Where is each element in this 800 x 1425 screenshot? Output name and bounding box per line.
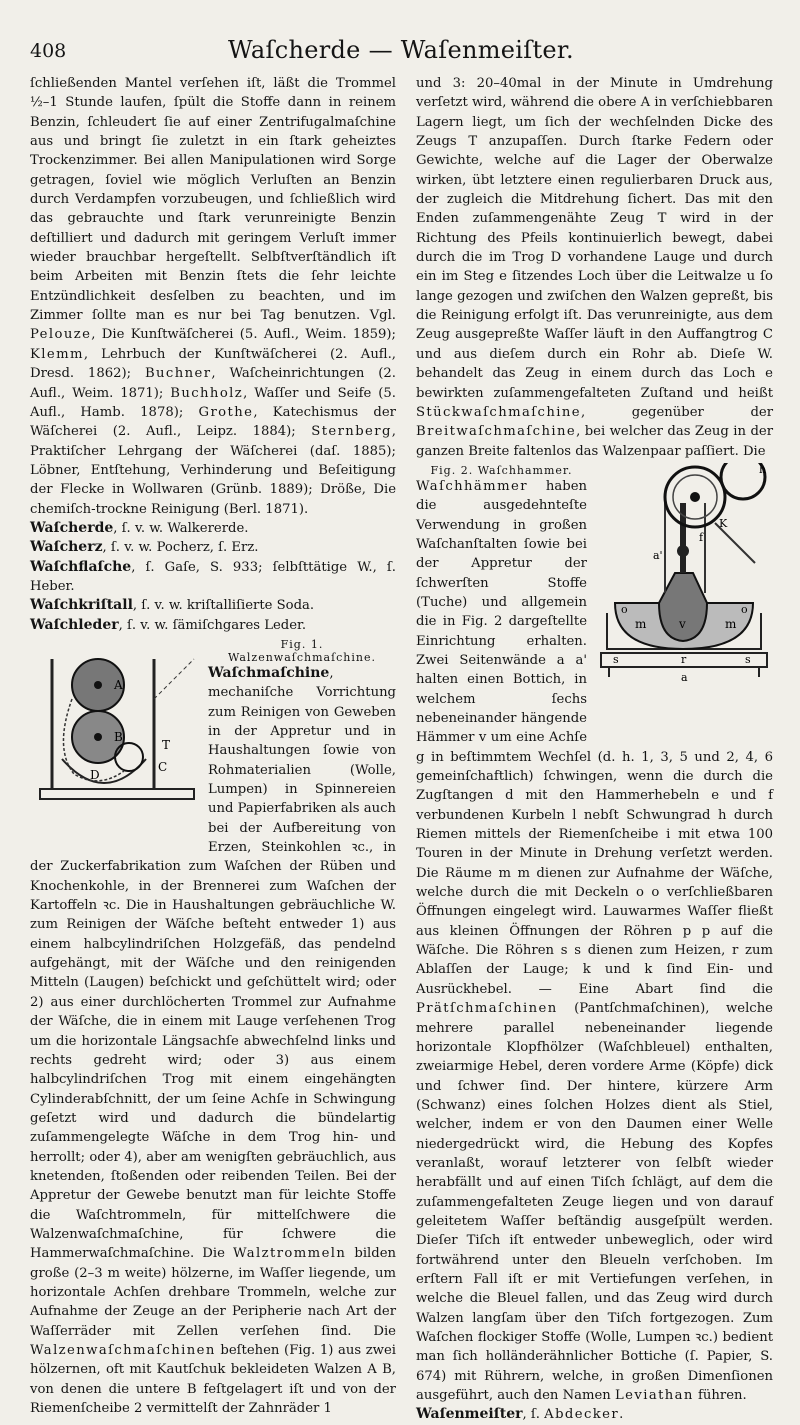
ref-buchholz: Buchholz <box>170 385 244 401</box>
fig1-label-t: T <box>162 737 171 752</box>
fig2-label-k: K <box>719 516 728 530</box>
bibliography-paragraph: ſchließenden Mantel verſehen iſt, läßt die Trommel ½–1 Stunde laufen, ſpült die Stoffe dann in reinem Benzin, ſchleudert ſie auf einer Zentrifugalmaſchine aus und bringt ſie zuletzt in ein ſtark geheiztes Trockenzimmer. Bei allen Manipulationen wird Sorge getragen, ſoviel wie möglich Verluſten an Benzin durch Verdampfen vorzubeugen, und ſchließlich wird das gebrauchte und ſtark verunreinigte Benzin deſtilliert und dadurch mit geringem Verluſt immer wieder brauchbar hergeſtellt. Selbſtverſtändlich iſt beim Arbeiten mit Benzin ſtets die ſehr leichte Entzündlichkeit desſelben zu beachten, und im Zimmer ſollte man es nur bei Tag benutzen. Vgl. Pelouze, Die Kunſtwäſcherei (5. Aufl., Weim. 1859); Klemm, Lehrbuch der Kunſtwäſcherei (2. Aufl., Dresd. 1862); Buchner, Waſcheinrichtungen (2. Aufl., Weim. 1871); Buchholz, Waſſer und Seife (5. Aufl., Hamb. 1878); Grothe, Katechismus der Wäſcherei (2. Aufl., Leipz. 1884); Sternberg, Praktiſcher Lehrgang der Wäſcherei (daſ. 1885); Löbner, Entſtehung, Verhinderung und Beſeitigung der Flecke in Wollwaren (Grünb. 1889); Drößе, Die chemiſch-trockne Reinigung (Berl. 1871). <box>30 76 396 517</box>
continuation-paragraph: und 3: 20–40mal in der Minute in Umdrehung verſetzt wird, während die obere A in verſchiebbaren Lagern liegt, um ſich der wechſelnden Dicke des Zeugs T anzupaſſen. Durch ſtarke Federn oder Gewichte, welche auf die Lager der Oberwalze wirken, übt letztere einen regulierbaren Druck aus, der zugleich die Mitdrehung ſichert. Das mit den Enden zuſammengenähte Zeug T wird in der Richtung des Pfeils kontinuierlich bewegt, dabei durch die im Trog D vorhandene Lauge und durch ein im Steg e ſitzendes Loch über die Leitwalze u ſo lange gezogen und zwiſchen den Walzen gepreßt, bis die Reinigung erfolgt iſt. Das verunreinigte, aus dem Zeug ausgepreßte Waſſer läuft in den Auffangtrog C und aus dieſem durch ein Rohr ab. Dieſe W. behandelt das Zeug in einem durch das Loch e bewirkten zuſammengefalteten Zuſtand und heißt Stückwaſchmaſchine, gegenüber der Breitwaſchmaſchine, bei welcher das Zeug in der ganzen Breite faltenlos das Walzenpaar paſſiert. Die h K f a' o o m v m s s r a <box>416 74 773 461</box>
lemma: Waſcherde <box>30 519 114 536</box>
term-leviathan: Leviathan <box>614 1388 694 1404</box>
ref-klemm: Klemm <box>30 346 84 362</box>
lemma: Waſchkriſtall <box>30 597 133 614</box>
lemma: Waſchleder <box>30 616 119 633</box>
lemma: Waſchflaſche <box>30 558 132 575</box>
ref-buchner: Buchner <box>144 366 212 382</box>
lemma: Waſenmeiſter <box>416 1406 523 1423</box>
lemma: Waſcherz <box>30 539 103 556</box>
fig1-label-a: A <box>114 677 123 692</box>
fig2-label-m-right: m <box>725 616 737 631</box>
left-column: ſchließenden Mantel verſehen iſt, läßt die Trommel ½–1 Stunde laufen, ſpült die Stoffe dann in reinem Benzin, ſchleudert ſie auf einer Zentrifugalmaſchine aus und bringt ſie zuletzt in ein ſtark geheiztes Trockenzimmer. Bei allen Manipulationen wird Sorge getragen, ſoviel wie möglich Verluſten an Benzin durch Verdampfen vorzubeugen, und ſchließlich wird das gebrauchte und ſtark verunreinigte Benzin deſtilliert und dadurch mit geringem Verluſt immer wieder brauchbar hergeſtellt. Selbſtverſtändlich iſt beim Arbeiten mit Benzin ſtets die ſehr leichte Entzündlichkeit desſelben zu beachten, und im Zimmer ſollte man es nur bei Tag benutzen. Vgl. Pelouze, Die Kunſtwäſcherei (5. Aufl., Weim. 1859); Klemm, Lehrbuch der Kunſtwäſcherei (2. Aufl., Dresd. 1862); Buchner, Waſcheinrichtungen (2. Aufl., Weim. 1871); Buchholz, Waſſer und Seife (5. Aufl., Hamb. 1878); Grothe, Katechismus der Wäſcherei (2. Aufl., Leipz. 1884); Sternberg, Praktiſcher Lehrgang der Wäſcherei (daſ. 1885); Löbner, Entſtehung, Verhinderung und Beſeitigung der Flecke in Wollwaren (Grünb. 1889); Drößе, Die chemiſch-trockne Reinigung (Berl. 1871). Waſcherde, ſ. v. w. Walkererde. Waſcherz, ſ. v. w. Pocherz, ſ. Erz. Waſchflaſche, ſ. Gaſe, S. 933; ſelbſttätige W., ſ. Heber. Waſchkriſtall, ſ. v. w. kriſtalliſierte Soda. Waſchleder, ſ. v. w. ſämiſchgares Leder. A B T C D Fig. 1. Walzenwaſchmaſchine. Waſchmaſchine, mechaniſche Vorrichtung zum Reinigen von Geweben in der Appretur und in Haushaltungen ſowie von Rohmaterialien (Wolle, Lumpen) in Spinnereien und Papierfabriken als auch bei der Aufbereitung von Erzen, Steinkohlen ꝛc., in der Zuckerfabrikation zum Waſchen der Rüben und Knochenkohle, in der Brennerei zum Waſchen der Kartoffeln ꝛc. Die in Haushaltungen gebräuchliche W. zum Reinigen der Wäſche beſteht entweder 1) aus einem halbcylindriſchen Holzgefäß, das pendelnd aufgehängt, mit der Wäſche und den reinigenden Mitteln (Laugen) beſchickt und geſchüttelt wird; oder 2) aus einer durchlöcherten Trommel zur Aufnahme der Wäſche, die in einem mit Lauge verſehenen Trog um die horizontale Längsachſe abwechſelnd links und rechts gedreht wird; oder 3) aus einem halbcylindriſchen Trog mit einem eingehängten Cylinderabſchnitt, der um ſeine Achſe in Schwingung geſetzt wird und dadurch die bündelartig zuſammengelegte Wäſche in dem Trog hin- und herrollt; oder 4), aber am wenigſten gebräuchlich, aus knetenden, ſtoßenden oder reibenden Teilen. Bei der Appretur der Gewebe benutzt man für leichte Stoffe die Waſchtrommeln, für mittelſchwere die Walzenwaſchmaſchine, für ſchwere die Hammerwaſchmaſchine. Die Walztrommeln bilden große (2–3 m weite) hölzerne, im Waſſer liegende, um horizontale Achſen drehbare Trommeln, welche zur Aufnahme der Zeuge an der Peripherie nach Art der Waſſerräder mit Zellen verſehen ſind. Die Walzenwaſchmaſchinen beſtehen (Fig. 1) aus zwei hölzernen, oft mit Kautſchuk bekleideten Walzen A B, von denen die untere B feſtgelagert iſt und von der Riemenſcheibe 2 vermittelſt der Zahnräder 1 <box>30 76 396 1417</box>
entry-waſchleder: Waſchleder, ſ. v. w. ſämiſchgares Leder. <box>30 616 307 633</box>
term-stueckwaschmaschine: Stückwaſchmaſchine <box>416 404 581 420</box>
page-header <box>30 32 772 66</box>
figure-2 <box>595 463 773 733</box>
term-walztrommeln: Walztrommeln <box>232 1246 347 1262</box>
fig2-label-a-prime: a' <box>653 548 663 562</box>
ref-grothe: Grothe <box>198 404 254 420</box>
fig2-label-s-left: s <box>613 652 619 666</box>
fig2-label-h: h <box>759 462 767 476</box>
figure-1 <box>34 639 200 839</box>
term-waschhaemmer: Waſchhämmer <box>416 478 528 494</box>
fig1-label-d: D <box>90 767 100 782</box>
ref-sternberg: Sternberg <box>311 424 392 440</box>
fig1-label-b: B <box>114 729 123 744</box>
right-column: und 3: 20–40mal in der Minute in Umdrehung verſetzt wird, während die obere A in verſchiebbaren Lagern liegt, um ſich der wechſelnden Dicke des Zeugs T anzupaſſen. Durch ſtarke Federn oder Gewichte, welche auf die Lager der Oberwalze wirken, übt letztere einen regulierbaren Druck aus, der zugleich die Mitdrehung ſichert. Das mit den Enden zuſammengenähte Zeug T wird in der Richtung des Pfeils kontinuierlich bewegt, dabei durch die im Trog D vorhandene Lauge und durch ein im Steg e ſitzendes Loch über die Leitwalze u ſo lange gezogen und zwiſchen den Walzen gepreßt, bis die Reinigung erfolgt iſt. Das verunreinigte, aus dem Zeug ausgepreßte Waſſer läuft in den Auffangtrog C und aus dieſem durch ein Rohr ab. Dieſe W. behandelt das Zeug in einem durch das Loch e bewirkten zuſammengefalteten Zuſtand und heißt Stückwaſchmaſchine, gegenüber der Breitwaſchmaſchine, bei welcher das Zeug in der ganzen Breite faltenlos das Walzenpaar paſſiert. Die h K f a' o o m v m s s r a Fig. 2. Waſchhammer. Waſchhämmer haben die ausgedehnteſte Verwendung in großen Waſchanſtalten ſowie bei der Appretur der ſchwerſten Stoffe (Tuche) und allgemein die in Fig. 2 dargeſtellte Einrichtung erhalten. Zwei Seitenwände a a' halten einen Bottich, in welchem ſechs nebeneinander hängende Hämmer v um eine Achſe g in beſtimmtem Wechſel (d. h. 1, 3, 5 und 2, 4, 6 gemeinſchaftlich) ſchwingen, wenn die durch die Zugſtangen d mit den Hammerhebeln e und f verbundenen Kurbeln l nebſt Schwungrad h durch Riemen mittels der Riemenſcheibe i mit etwa 100 Touren in der Minute in Drehung verſetzt werden. Die Räume m m dienen zur Aufnahme der Wäſche, welche durch die mit Deckeln o o verſchließbaren Öffnungen eingelegt wird. Lauwarmes Waſſer fließt aus kleinen Öffnungen der Röhren p p auf die Wäſche. Die Röhren s s dienen zum Heizen, r zum Ablaſſen der Lauge; k und k ſind Ein- und Ausrückhebel. — Eine Abart ſind die Prätſchmaſchinen (Pantſchmaſchinen), welche mehrere parallel nebeneinander liegende horizontale Klopfhölzer (Waſchbleuel) enthalten, zweiarmige Hebel, deren vordere Arme (Köpfe) dick und ſchwer ſind. Der hintere, kürzere Arm (Schwanz) eines ſolchen Holzes dient als Stiel, welcher, indem er von den Daumen einer Welle niedergedrückt wird, die Hebung des Kopfes veranlaßt, worauf letzterer von ſelbſt wieder herabfällt und auf einen Tiſch ſchlägt, auf dem die zuſammengefalteten Zeuge liegen und von darauf geleitetem Waſſer beſtändig ausgeſpült werden. Dieſer Tiſch iſt entweder unbeweglich, oder wird fortwährend unter den Bleueln verſchoben. Im erſtern Fall iſt er mit Vertiefungen verſehen, in welche die Bleuel fallen, und das Zeug wird durch Walzen langſam über den Tiſch fortgezogen. Zum Waſchen flockiger Stoffe (Wolle, Lumpen ꝛc.) bedient man ſich holländerähnlicher Bottiche (ſ. Papier, S. 674) mit Rührern, welche, in großen Dimenſionen ausgeführt, auch den Namen Leviathan führen. Waſenmeiſter, ſ. Abdecker. <box>416 74 773 1425</box>
entry-waſchflaſche: Waſchflaſche, ſ. Gaſe, S. 933; ſelbſttätige W., ſ. Heber. <box>30 558 396 594</box>
term-breitwaschmaschine: Breitwaſchmaſchine <box>416 424 577 440</box>
fig2-label-o-left: o <box>621 602 628 616</box>
entry-waſcherde: Waſcherde, ſ. v. w. Walkererde. <box>30 519 249 536</box>
fig2-label-v: v <box>679 616 686 631</box>
running-title: Waſcherde — Waſenmeiſter. <box>228 36 574 64</box>
fig2-label-o-right: o <box>741 602 748 616</box>
term-walzenwaschmaschinen: Walzenwaſchmaſchinen <box>30 1343 216 1358</box>
fig2-label-r: r <box>681 652 687 666</box>
washing-roller-machine-illustration <box>34 639 200 815</box>
washing-hammer-illustration <box>595 463 773 713</box>
entry-waſenmeiſter: Waſenmeiſter, ſ. Abdecker. <box>416 1406 624 1423</box>
fig2-label-m-left: m <box>635 616 647 631</box>
ref-pelouze: Pelouze <box>30 327 92 343</box>
entry-waſcherz: Waſcherz, ſ. v. w. Pocherz, ſ. Erz. <box>30 539 259 556</box>
lemma: Waſchmaſchine <box>208 664 330 681</box>
page-number: 408 <box>30 40 67 62</box>
entry-waſchkriſtall: Waſchkriſtall, ſ. v. w. kriſtalliſierte Soda. <box>30 597 315 614</box>
fig2-label-f: f <box>699 530 704 544</box>
ref-abdecker: Abdecker <box>544 1407 620 1423</box>
fig2-label-s-right: s <box>745 652 751 666</box>
figure-2-caption: Fig. 2. Waſchhammer. <box>430 463 573 477</box>
term-praetschmaschinen: Prätſchmaſchinen <box>416 1001 558 1017</box>
figure-1-caption: Fig. 1. Walzenwaſchmaſchine. <box>227 637 377 664</box>
fig1-label-c: C <box>158 759 168 774</box>
fig2-label-a: a <box>681 670 688 684</box>
